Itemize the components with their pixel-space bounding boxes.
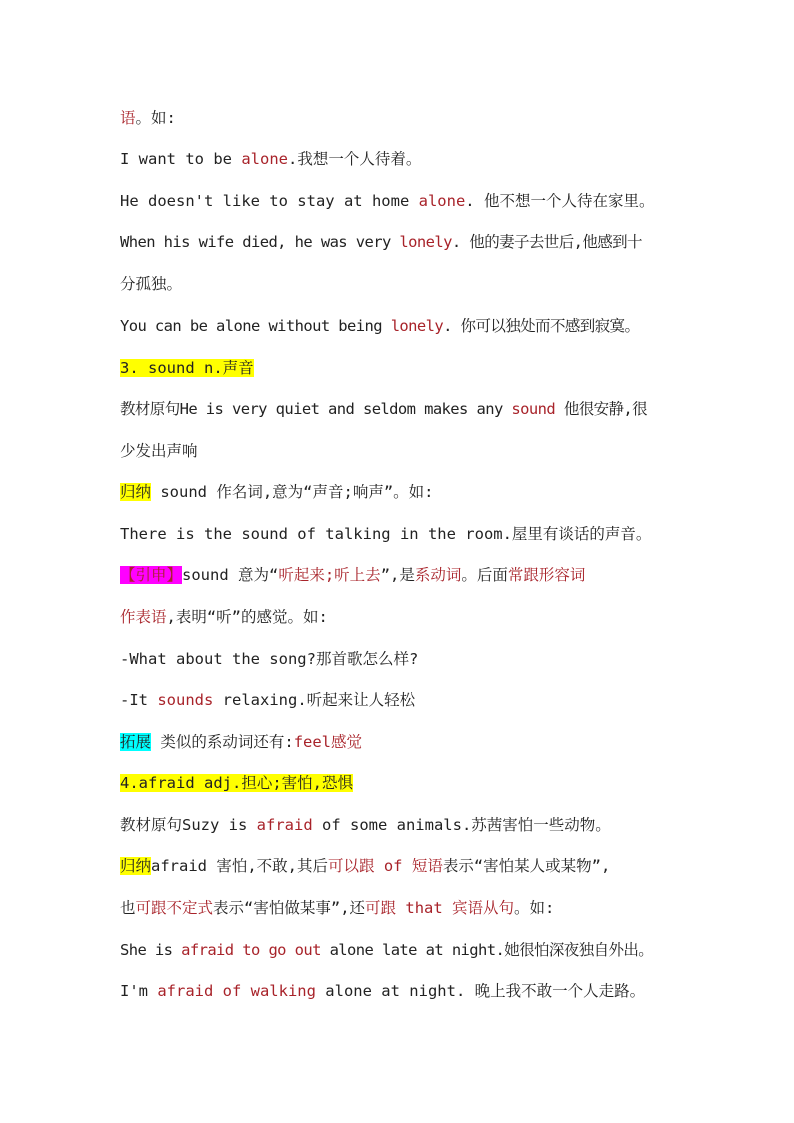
text-segment: afraid <box>256 816 313 834</box>
text-line <box>120 689 734 711</box>
highlighted-text: 归纳 <box>120 483 152 501</box>
highlighted-text: 【引申】 <box>120 566 183 584</box>
text-line <box>120 606 734 628</box>
text-segment: I want to be <box>120 150 242 168</box>
text-segment: 教材原句Suzy is <box>120 816 257 834</box>
text-segment: 少发出声响 <box>120 442 198 460</box>
text-line <box>120 980 734 1002</box>
text-segment: alone late at night.她很怕深夜独自外出。 <box>320 941 654 959</box>
highlighted-text: 4.afraid adj.担心;害怕,恐惧 <box>120 774 353 792</box>
text-line <box>120 148 734 170</box>
text-segment: 分孤独。 <box>120 275 183 293</box>
text-segment: sounds <box>157 691 214 709</box>
text-segment: When his wife died, he was very <box>120 233 400 251</box>
text-line <box>120 481 734 503</box>
text-line <box>120 648 734 670</box>
text-segment: afraid of walking <box>157 982 316 1000</box>
text-segment: feel感觉 <box>293 733 363 751</box>
text-segment: 他很安静,很 <box>555 400 648 418</box>
text-line <box>120 564 734 586</box>
text-segment: 。如: <box>135 109 176 127</box>
text-line <box>120 814 734 836</box>
text-segment: 表示“害怕某人或某物”, <box>442 857 611 875</box>
text-segment: 可跟不定式 <box>135 899 214 917</box>
text-segment: alone <box>241 150 288 168</box>
highlighted-text: 归纳 <box>120 857 152 875</box>
text-segment: of some animals.苏茜害怕一些动物。 <box>312 816 611 834</box>
text-segment: 作表语 <box>120 608 167 626</box>
text-segment: .我想一个人待着。 <box>288 150 422 168</box>
text-line <box>120 398 734 420</box>
text-line <box>120 315 734 337</box>
text-segment: . 他不想一个人待在家里。 <box>465 192 655 210</box>
text-segment: 可跟 that 宾语从句 <box>365 899 515 917</box>
text-segment: I'm <box>120 982 158 1000</box>
text-segment: 听起来;听上去 <box>278 566 381 584</box>
text-segment: There is the sound of talking in the room.屋里有谈话的声音。 <box>120 525 652 543</box>
text-line <box>120 731 734 753</box>
text-segment: sound 意为“ <box>182 566 279 584</box>
text-segment: ”,是 <box>380 566 415 584</box>
text-segment: She is <box>120 941 182 959</box>
text-segment: alone <box>418 192 466 210</box>
text-segment: 系动词 <box>414 566 462 584</box>
text-segment: lonely <box>399 233 452 251</box>
text-line <box>120 939 734 961</box>
text-segment: lonely <box>390 317 444 335</box>
text-segment: 。后面 <box>461 566 508 584</box>
text-line <box>120 190 734 212</box>
text-segment: -It <box>120 691 158 709</box>
text-line <box>120 440 734 462</box>
text-segment: 表示“害怕做某事”,还 <box>213 899 366 917</box>
text-segment: 可以跟 of 短语 <box>328 857 443 875</box>
text-line <box>120 772 734 794</box>
text-segment: He doesn't like to stay at home <box>120 192 419 210</box>
text-segment: afraid 害怕,不敢,其后 <box>151 857 329 875</box>
text-line <box>120 107 734 129</box>
text-segment: You can be alone without being <box>120 317 391 335</box>
text-line <box>120 357 734 379</box>
text-segment: sound <box>511 400 556 418</box>
text-segment: afraid to go out <box>181 941 321 959</box>
text-segment: 类似的系动词还有: <box>151 733 294 751</box>
text-segment: 。如: <box>514 899 555 917</box>
text-segment: . 他的妻子去世后,他感到十 <box>451 233 642 251</box>
text-line <box>120 855 734 877</box>
text-line <box>120 523 734 545</box>
text-segment: -What about the song?那首歌怎么样? <box>120 650 419 668</box>
text-segment: . 你可以独处而不感到寂寞。 <box>443 317 640 335</box>
text-line <box>120 231 734 253</box>
text-segment: 也 <box>120 899 136 917</box>
text-segment: relaxing.听起来让人轻松 <box>213 691 416 709</box>
text-segment: 教材原句He is very quiet and seldom makes any <box>120 400 512 418</box>
text-segment: 常跟形容词 <box>507 566 586 584</box>
text-segment: alone at night. 晚上我不敢一个人走路。 <box>315 982 646 1000</box>
text-line <box>120 897 734 919</box>
text-segment: ,表明“听”的感觉。如: <box>166 608 328 626</box>
text-segment: 语 <box>120 109 136 127</box>
highlighted-text: 3. sound n.声音 <box>120 359 254 377</box>
highlighted-text: 拓展 <box>120 733 152 751</box>
text-line <box>120 273 734 295</box>
text-segment: sound 作名词,意为“声音;响声”。如: <box>151 483 434 501</box>
